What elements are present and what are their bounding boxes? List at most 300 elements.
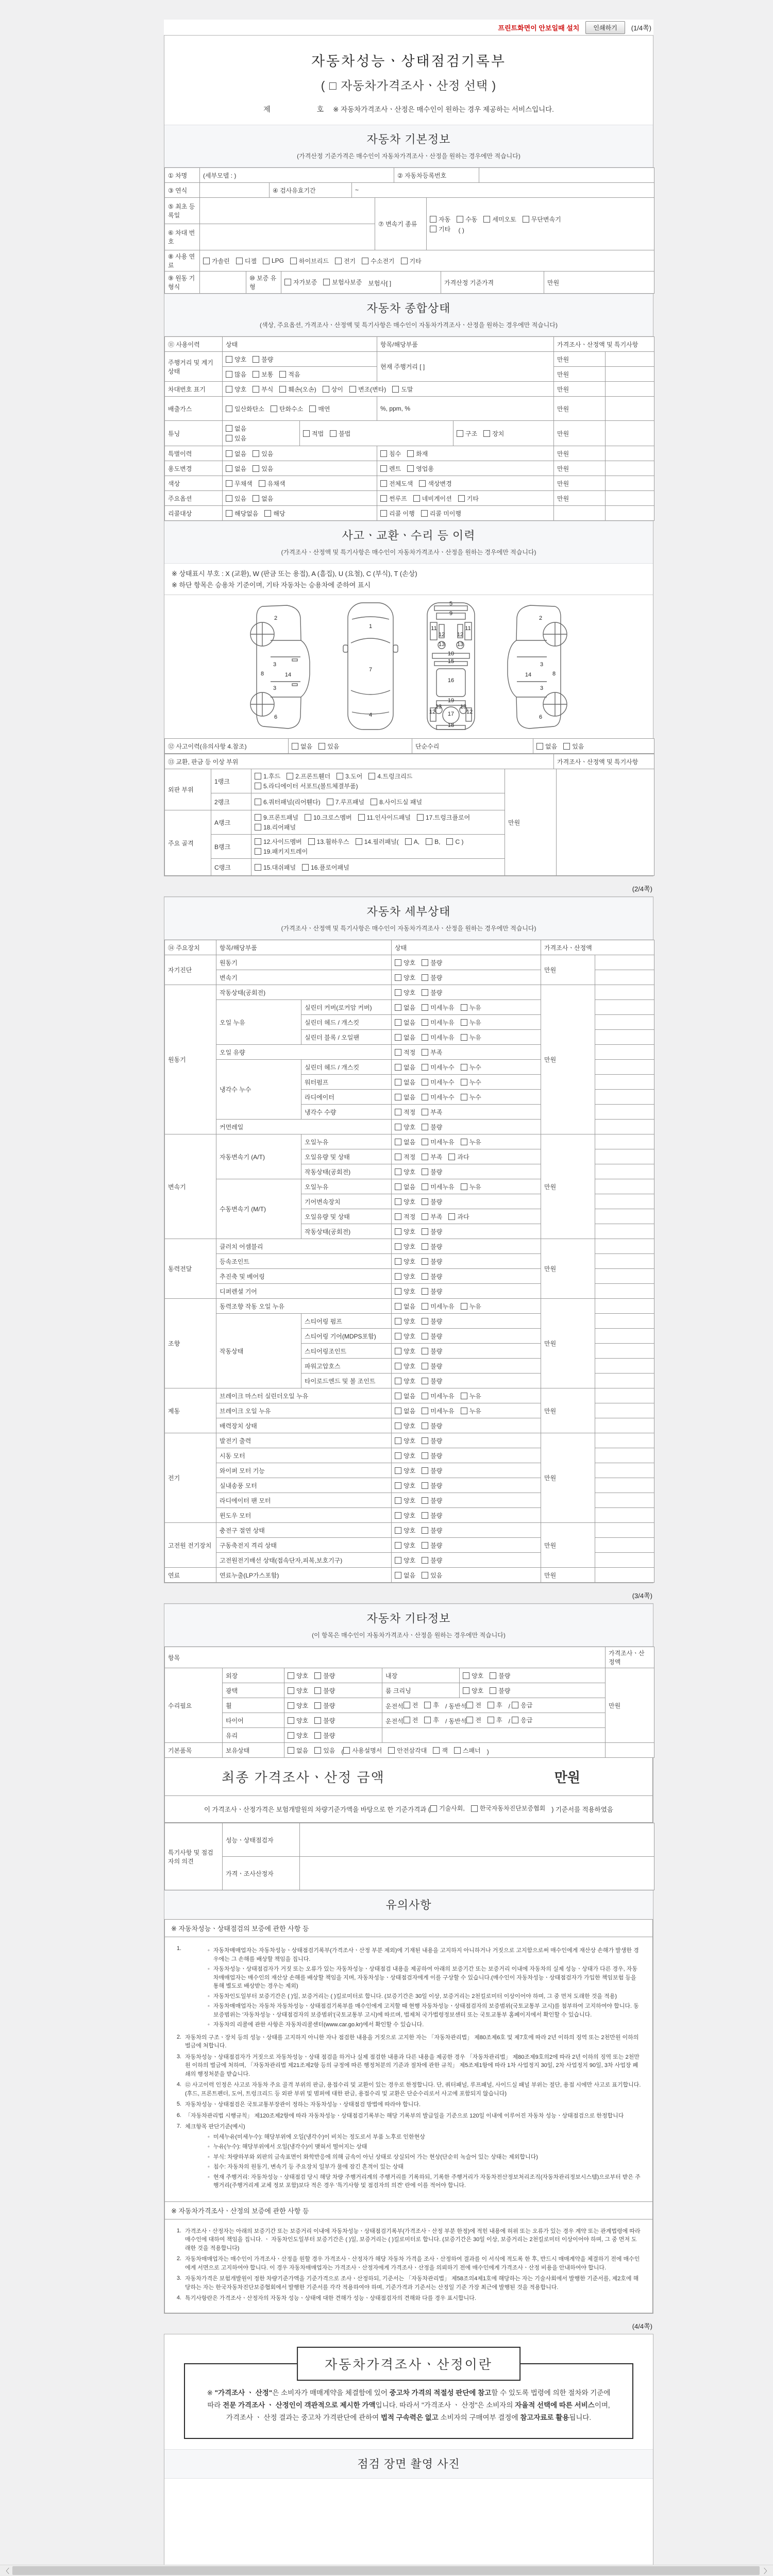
- checkbox-icon[interactable]: [395, 1348, 401, 1354]
- checkbox-option[interactable]: [380, 479, 413, 488]
- checkbox-option[interactable]: [395, 1197, 415, 1206]
- checkbox-icon[interactable]: [255, 799, 261, 805]
- checkbox-icon[interactable]: [448, 1154, 455, 1160]
- checkbox-option[interactable]: [461, 1003, 481, 1012]
- checkbox-option[interactable]: [305, 813, 352, 822]
- checkbox-option[interactable]: [337, 772, 362, 781]
- checkbox-option[interactable]: [255, 837, 302, 846]
- checkbox-option[interactable]: [226, 404, 264, 413]
- checkbox-icon[interactable]: [371, 799, 377, 805]
- checkbox-icon[interactable]: [395, 1079, 401, 1086]
- checkbox-option[interactable]: [395, 1078, 415, 1087]
- checkbox-option[interactable]: [422, 1153, 442, 1161]
- checkbox-icon[interactable]: [422, 1198, 428, 1205]
- checkbox-option[interactable]: [226, 479, 253, 488]
- checkbox-option[interactable]: [463, 1671, 483, 1680]
- checkbox-option[interactable]: [422, 1392, 454, 1400]
- checkbox-icon[interactable]: [395, 1064, 401, 1071]
- checkbox-option[interactable]: [226, 449, 246, 458]
- checkbox-icon[interactable]: [422, 1049, 428, 1056]
- checkbox-option[interactable]: [488, 1701, 502, 1709]
- checkbox-icon[interactable]: [461, 1064, 467, 1071]
- checkbox-icon[interactable]: [457, 216, 463, 223]
- checkbox-icon[interactable]: [337, 773, 343, 779]
- checkbox-option[interactable]: [314, 1671, 335, 1680]
- checkbox-icon[interactable]: [483, 430, 490, 437]
- checkbox-icon[interactable]: [395, 1034, 401, 1041]
- checkbox-option[interactable]: [461, 1093, 481, 1101]
- checkbox-option[interactable]: [417, 813, 470, 822]
- checkbox-icon[interactable]: [395, 1512, 401, 1519]
- scroll-right-arrow-icon[interactable]: 〉: [763, 2567, 770, 2575]
- checkbox-option[interactable]: [255, 847, 308, 856]
- checkbox-icon[interactable]: [305, 814, 311, 821]
- checkbox-option[interactable]: [422, 1362, 442, 1370]
- checkbox-icon[interactable]: [422, 1213, 428, 1220]
- checkbox-icon[interactable]: [349, 386, 356, 393]
- checkbox-icon[interactable]: [422, 1572, 428, 1579]
- checkbox-icon[interactable]: [395, 1288, 401, 1295]
- checkbox-icon[interactable]: [430, 216, 436, 223]
- checkbox-option[interactable]: [314, 1731, 335, 1740]
- checkbox-option[interactable]: [253, 370, 273, 379]
- checkbox-option[interactable]: [395, 1138, 415, 1146]
- checkbox-icon[interactable]: [422, 1527, 428, 1534]
- checkbox-icon[interactable]: [395, 959, 401, 966]
- checkbox-icon[interactable]: [457, 430, 463, 437]
- checkbox-icon[interactable]: [395, 1049, 401, 1056]
- checkbox-option[interactable]: [422, 1406, 454, 1415]
- checkbox-option[interactable]: [466, 1701, 481, 1709]
- checkbox-option[interactable]: [422, 1003, 454, 1012]
- checkbox-icon[interactable]: [422, 1318, 428, 1325]
- checkbox-icon[interactable]: [422, 1258, 428, 1265]
- checkbox-icon[interactable]: [422, 1393, 428, 1399]
- checkbox-option[interactable]: [512, 1701, 532, 1709]
- checkbox-option[interactable]: [422, 1048, 442, 1057]
- checkbox-icon[interactable]: [356, 838, 362, 845]
- checkbox-icon[interactable]: [461, 1408, 467, 1414]
- checkbox-option[interactable]: [461, 1138, 481, 1146]
- checkbox-option[interactable]: [446, 838, 463, 845]
- checkbox-icon[interactable]: [255, 824, 261, 831]
- checkbox-icon[interactable]: [461, 1139, 467, 1145]
- checkbox-option[interactable]: [422, 1272, 442, 1281]
- checkbox-icon[interactable]: [422, 1288, 428, 1295]
- checkbox-option[interactable]: [253, 449, 273, 458]
- checkbox-option[interactable]: [323, 385, 343, 394]
- checkbox-option[interactable]: [404, 1716, 418, 1724]
- checkbox-icon[interactable]: [422, 1467, 428, 1474]
- checkbox-icon[interactable]: [395, 1497, 401, 1504]
- checkbox-icon[interactable]: [395, 1243, 401, 1250]
- checkbox-icon[interactable]: [255, 783, 261, 789]
- checkbox-icon[interactable]: [279, 371, 286, 378]
- checkbox-option[interactable]: [323, 278, 362, 286]
- checkbox-option[interactable]: [422, 1451, 442, 1460]
- checkbox-option[interactable]: [490, 1671, 510, 1680]
- checkbox-icon[interactable]: [323, 279, 330, 285]
- checkbox-option[interactable]: [226, 509, 258, 518]
- checkbox-option[interactable]: [314, 1716, 335, 1725]
- checkbox-option[interactable]: [253, 464, 273, 473]
- checkbox-option[interactable]: [356, 837, 399, 846]
- checkbox-icon[interactable]: [422, 1243, 428, 1250]
- checkbox-icon[interactable]: [422, 1512, 428, 1519]
- checkbox-icon[interactable]: [271, 405, 277, 412]
- checkbox-icon[interactable]: [255, 814, 261, 821]
- checkbox-icon[interactable]: [323, 386, 329, 393]
- checkbox-icon[interactable]: [330, 430, 337, 437]
- checkbox-option[interactable]: [380, 509, 415, 518]
- scrollbar-thumb[interactable]: [12, 2566, 760, 2575]
- checkbox-icon[interactable]: [395, 1154, 401, 1160]
- checkbox-option[interactable]: [288, 1746, 308, 1755]
- checkbox-icon[interactable]: [259, 480, 265, 487]
- checkbox-icon[interactable]: [327, 799, 333, 805]
- checkbox-icon[interactable]: [395, 1124, 401, 1130]
- checkbox-option[interactable]: [259, 479, 285, 488]
- checkbox-option[interactable]: [395, 1302, 415, 1311]
- checkbox-option[interactable]: [422, 1317, 442, 1326]
- checkbox-option[interactable]: [395, 1123, 415, 1131]
- checkbox-option[interactable]: [422, 1063, 454, 1072]
- checkbox-icon[interactable]: [288, 1702, 294, 1709]
- checkbox-icon[interactable]: [362, 258, 368, 264]
- checkbox-option[interactable]: [422, 1212, 442, 1221]
- checkbox-option[interactable]: [422, 1556, 442, 1565]
- checkbox-icon[interactable]: [226, 356, 232, 363]
- checkbox-icon[interactable]: [483, 216, 490, 223]
- checkbox-option[interactable]: [271, 404, 303, 413]
- checkbox-option[interactable]: [422, 1197, 442, 1206]
- checkbox-icon[interactable]: [288, 1732, 294, 1739]
- checkbox-option[interactable]: [395, 1093, 415, 1101]
- checkbox-option[interactable]: [395, 973, 415, 982]
- checkbox-icon[interactable]: [314, 1687, 321, 1694]
- checkbox-option[interactable]: [430, 215, 450, 224]
- checkbox-option[interactable]: [203, 257, 230, 265]
- checkbox-option[interactable]: [358, 813, 411, 822]
- checkbox-option[interactable]: [226, 424, 296, 433]
- checkbox-option[interactable]: [314, 1746, 335, 1755]
- checkbox-icon[interactable]: [446, 838, 453, 845]
- checkbox-option[interactable]: [466, 1716, 481, 1724]
- checkbox-icon[interactable]: [288, 1717, 294, 1724]
- checkbox-icon[interactable]: [461, 1034, 467, 1041]
- checkbox-icon[interactable]: [226, 450, 232, 457]
- checkbox-icon[interactable]: [288, 1747, 294, 1754]
- checkbox-option[interactable]: [422, 1421, 442, 1430]
- checkbox-option[interactable]: [461, 1406, 481, 1415]
- checkbox-option[interactable]: [395, 1003, 415, 1012]
- checkbox-icon[interactable]: [422, 959, 428, 966]
- checkbox-option[interactable]: [303, 429, 324, 438]
- checkbox-icon[interactable]: [303, 430, 310, 437]
- checkbox-icon[interactable]: [253, 371, 259, 378]
- checkbox-icon[interactable]: [253, 356, 259, 363]
- checkbox-icon[interactable]: [422, 1139, 428, 1145]
- checkbox-option[interactable]: [422, 1093, 454, 1101]
- checkbox-icon[interactable]: [422, 1542, 428, 1549]
- checkbox-option[interactable]: [483, 215, 516, 224]
- checkbox-icon[interactable]: [226, 435, 232, 442]
- checkbox-icon[interactable]: [422, 1094, 428, 1100]
- checkbox-icon[interactable]: [395, 1437, 401, 1444]
- checkbox-icon[interactable]: [448, 1213, 455, 1220]
- checkbox-option[interactable]: [395, 1153, 415, 1161]
- checkbox-icon[interactable]: [395, 1318, 401, 1325]
- checkbox-option[interactable]: [536, 742, 557, 751]
- checkbox-icon[interactable]: [308, 838, 315, 845]
- checkbox-icon[interactable]: [417, 814, 424, 821]
- checkbox-icon[interactable]: [422, 1228, 428, 1235]
- checkbox-option[interactable]: [314, 1701, 335, 1710]
- checkbox-option[interactable]: [401, 257, 422, 265]
- checkbox-icon[interactable]: [413, 495, 420, 502]
- checkbox-option[interactable]: [461, 1302, 481, 1311]
- checkbox-icon[interactable]: [395, 1557, 401, 1564]
- checkbox-icon[interactable]: [407, 465, 414, 472]
- checkbox-icon[interactable]: [380, 495, 387, 502]
- checkbox-icon[interactable]: [388, 1747, 395, 1754]
- checkbox-icon[interactable]: [422, 1557, 428, 1564]
- checkbox-icon[interactable]: [422, 1452, 428, 1459]
- checkbox-icon[interactable]: [380, 480, 387, 487]
- checkbox-icon[interactable]: [395, 974, 401, 981]
- checkbox-icon[interactable]: [488, 1702, 494, 1708]
- checkbox-option[interactable]: [422, 1571, 442, 1580]
- checkbox-icon[interactable]: [422, 1437, 428, 1444]
- checkbox-option[interactable]: [395, 1421, 415, 1430]
- checkbox-icon[interactable]: [318, 743, 325, 750]
- checkbox-icon[interactable]: [226, 405, 232, 412]
- checkbox-option[interactable]: [458, 494, 479, 503]
- checkbox-option[interactable]: [388, 1746, 427, 1755]
- checkbox-option[interactable]: [471, 1803, 546, 1814]
- checkbox-icon[interactable]: [422, 1348, 428, 1354]
- checkbox-icon[interactable]: [358, 814, 365, 821]
- checkbox-icon[interactable]: [309, 405, 316, 412]
- checkbox-option[interactable]: [457, 429, 477, 438]
- checkbox-icon[interactable]: [490, 1672, 496, 1679]
- checkbox-icon[interactable]: [463, 1672, 469, 1679]
- checkbox-icon[interactable]: [395, 1303, 401, 1310]
- checkbox-option[interactable]: [483, 429, 504, 438]
- checkbox-option[interactable]: [255, 772, 280, 781]
- checkbox-option[interactable]: [421, 509, 461, 518]
- checkbox-option[interactable]: [380, 464, 401, 473]
- checkbox-option[interactable]: [263, 257, 284, 264]
- checkbox-icon[interactable]: [458, 495, 465, 502]
- checkbox-icon[interactable]: [314, 1717, 321, 1724]
- checkbox-option[interactable]: [407, 464, 434, 473]
- checkbox-option[interactable]: [318, 742, 339, 751]
- checkbox-option[interactable]: [395, 1571, 415, 1580]
- checkbox-icon[interactable]: [395, 1213, 401, 1220]
- checkbox-icon[interactable]: [314, 1672, 321, 1679]
- checkbox-option[interactable]: [523, 215, 561, 224]
- checkbox-icon[interactable]: [422, 1273, 428, 1280]
- checkbox-icon[interactable]: [461, 1094, 467, 1100]
- checkbox-icon[interactable]: [226, 371, 232, 378]
- checkbox-icon[interactable]: [461, 1004, 467, 1011]
- checkbox-option[interactable]: [395, 1556, 415, 1565]
- checkbox-option[interactable]: [255, 813, 298, 822]
- checkbox-option[interactable]: [395, 1018, 415, 1027]
- checkbox-icon[interactable]: [421, 510, 428, 517]
- checkbox-icon[interactable]: [395, 1527, 401, 1534]
- checkbox-icon[interactable]: [255, 773, 261, 779]
- checkbox-option[interactable]: [349, 385, 386, 394]
- checkbox-icon[interactable]: [226, 425, 232, 432]
- checkbox-icon[interactable]: [226, 510, 232, 517]
- checkbox-option[interactable]: [309, 404, 330, 413]
- checkbox-icon[interactable]: [395, 1004, 401, 1011]
- checkbox-icon[interactable]: [422, 1303, 428, 1310]
- checkbox-option[interactable]: [422, 1332, 442, 1341]
- checkbox-option[interactable]: [284, 278, 317, 286]
- checkbox-icon[interactable]: [392, 386, 399, 393]
- checkbox-icon[interactable]: [466, 1702, 473, 1708]
- checkbox-option[interactable]: [422, 1182, 454, 1191]
- scroll-left-arrow-icon[interactable]: 〈: [3, 2567, 10, 2575]
- checkbox-icon[interactable]: [395, 1109, 401, 1115]
- checkbox-option[interactable]: [395, 1227, 415, 1236]
- checkbox-option[interactable]: [236, 257, 257, 265]
- checkbox-icon[interactable]: [395, 1572, 401, 1579]
- checkbox-option[interactable]: [392, 385, 413, 394]
- checkbox-icon[interactable]: [288, 1672, 294, 1679]
- checkbox-icon[interactable]: [395, 1363, 401, 1369]
- checkbox-icon[interactable]: [422, 1378, 428, 1384]
- checkbox-icon[interactable]: [255, 848, 261, 855]
- checkbox-icon[interactable]: [253, 465, 259, 472]
- checkbox-option[interactable]: [288, 1716, 308, 1725]
- checkbox-option[interactable]: [422, 1138, 454, 1146]
- checkbox-option[interactable]: [226, 355, 246, 364]
- checkbox-option[interactable]: [404, 1701, 418, 1709]
- checkbox-icon[interactable]: [395, 1273, 401, 1280]
- checkbox-option[interactable]: [422, 1123, 442, 1131]
- checkbox-icon[interactable]: [380, 510, 387, 517]
- checkbox-icon[interactable]: [395, 1467, 401, 1474]
- checkbox-icon[interactable]: [466, 1717, 473, 1723]
- checkbox-icon[interactable]: [424, 1702, 431, 1708]
- checkbox-option[interactable]: [395, 988, 415, 997]
- checkbox-icon[interactable]: [471, 1805, 478, 1812]
- checkbox-option[interactable]: [226, 370, 246, 379]
- checkbox-option[interactable]: [255, 823, 296, 832]
- checkbox-option[interactable]: [395, 1481, 415, 1490]
- checkbox-option[interactable]: [314, 1686, 335, 1695]
- checkbox-icon[interactable]: [290, 258, 297, 264]
- print-button[interactable]: 인쇄하기: [585, 21, 625, 34]
- checkbox-icon[interactable]: [395, 1019, 401, 1026]
- checkbox-icon[interactable]: [461, 1303, 467, 1310]
- checkbox-option[interactable]: [395, 1377, 415, 1385]
- checkbox-icon[interactable]: [253, 495, 259, 502]
- checkbox-option[interactable]: [422, 1227, 442, 1236]
- checkbox-option[interactable]: [380, 494, 407, 503]
- checkbox-option[interactable]: [563, 742, 584, 751]
- checkbox-option[interactable]: [302, 863, 349, 872]
- checkbox-icon[interactable]: [343, 1747, 350, 1754]
- checkbox-icon[interactable]: [430, 226, 436, 232]
- checkbox-icon[interactable]: [422, 1168, 428, 1175]
- checkbox-option[interactable]: [395, 1257, 415, 1266]
- checkbox-option[interactable]: [422, 1302, 454, 1311]
- checkbox-icon[interactable]: [395, 1183, 401, 1190]
- checkbox-option[interactable]: [288, 1686, 308, 1695]
- checkbox-option[interactable]: [422, 1511, 442, 1520]
- checkbox-option[interactable]: [288, 1701, 308, 1710]
- checkbox-option[interactable]: [290, 257, 329, 265]
- checkbox-option[interactable]: [330, 429, 350, 438]
- checkbox-option[interactable]: [371, 798, 422, 806]
- checkbox-option[interactable]: [430, 1803, 465, 1814]
- checkbox-icon[interactable]: [395, 1452, 401, 1459]
- checkbox-option[interactable]: [395, 1466, 415, 1475]
- checkbox-option[interactable]: [395, 1451, 415, 1460]
- checkbox-icon[interactable]: [422, 1154, 428, 1160]
- horizontal-scrollbar[interactable]: [0, 2565, 773, 2576]
- checkbox-option[interactable]: [380, 449, 401, 458]
- checkbox-icon[interactable]: [380, 465, 387, 472]
- checkbox-icon[interactable]: [488, 1717, 494, 1723]
- checkbox-option[interactable]: [413, 494, 452, 503]
- checkbox-icon[interactable]: [226, 465, 232, 472]
- checkbox-option[interactable]: [422, 1242, 442, 1251]
- checkbox-option[interactable]: [395, 1167, 415, 1176]
- checkbox-icon[interactable]: [461, 1019, 467, 1026]
- checkbox-icon[interactable]: [226, 386, 232, 393]
- checkbox-option[interactable]: [448, 1212, 469, 1221]
- checkbox-option[interactable]: [308, 837, 349, 846]
- checkbox-option[interactable]: [255, 782, 358, 790]
- checkbox-icon[interactable]: [563, 743, 570, 750]
- checkbox-icon[interactable]: [422, 1363, 428, 1369]
- checkbox-option[interactable]: [395, 1182, 415, 1191]
- checkbox-option[interactable]: [226, 464, 246, 473]
- checkbox-option[interactable]: [279, 370, 300, 379]
- checkbox-icon[interactable]: [430, 1805, 437, 1812]
- checkbox-icon[interactable]: [422, 1422, 428, 1429]
- checkbox-option[interactable]: [335, 257, 356, 265]
- checkbox-icon[interactable]: [401, 258, 408, 264]
- checkbox-icon[interactable]: [236, 258, 243, 264]
- checkbox-icon[interactable]: [226, 480, 232, 487]
- checkbox-icon[interactable]: [422, 1333, 428, 1340]
- checkbox-option[interactable]: [395, 1108, 415, 1116]
- checkbox-option[interactable]: [292, 742, 312, 751]
- checkbox-option[interactable]: [424, 1716, 439, 1724]
- checkbox-icon[interactable]: [314, 1747, 321, 1754]
- checkbox-icon[interactable]: [419, 480, 426, 487]
- checkbox-option[interactable]: [395, 1496, 415, 1505]
- checkbox-option[interactable]: [422, 958, 442, 967]
- checkbox-option[interactable]: [422, 1496, 442, 1505]
- checkbox-option[interactable]: [226, 494, 246, 503]
- checkbox-icon[interactable]: [253, 386, 259, 393]
- checkbox-icon[interactable]: [422, 1183, 428, 1190]
- checkbox-option[interactable]: [422, 973, 442, 982]
- checkbox-icon[interactable]: [255, 838, 261, 845]
- checkbox-icon[interactable]: [395, 1408, 401, 1414]
- checkbox-option[interactable]: [457, 215, 477, 224]
- checkbox-icon[interactable]: [335, 258, 342, 264]
- checkbox-option[interactable]: [368, 772, 412, 781]
